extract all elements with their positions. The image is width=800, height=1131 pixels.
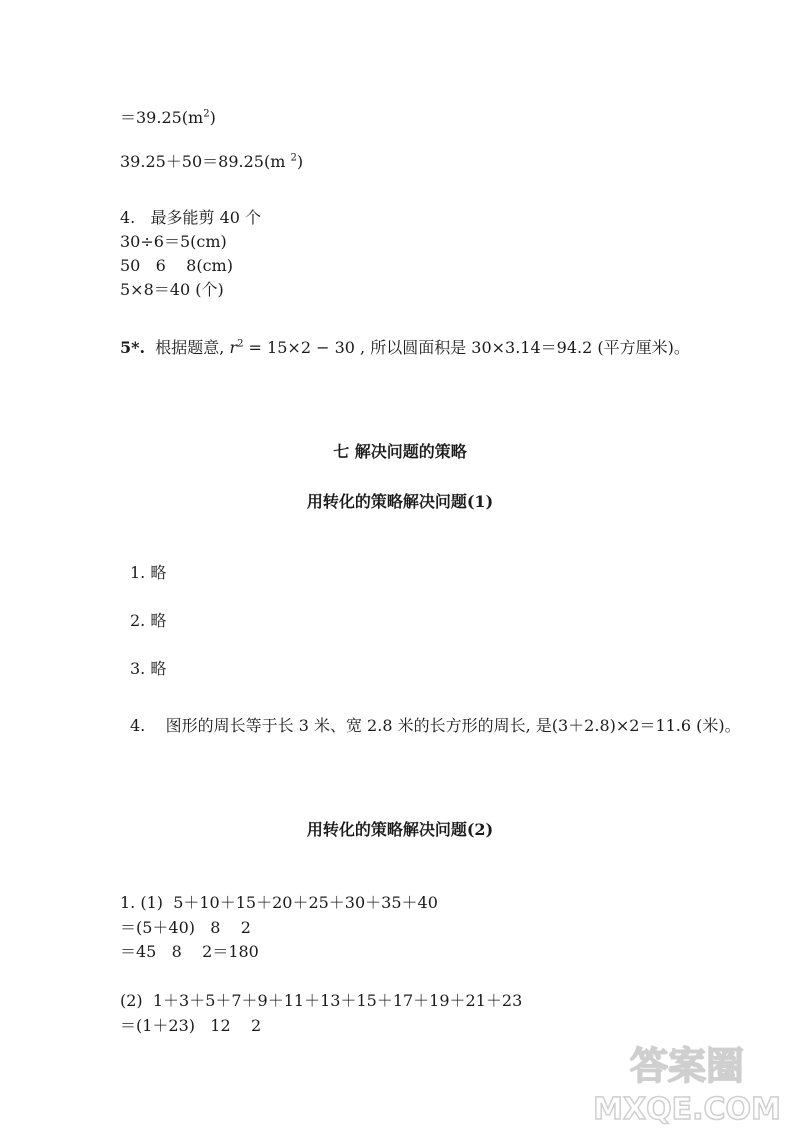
- q5-number: 5*.: [120, 338, 146, 357]
- q5-r: r: [229, 338, 238, 357]
- s2-q2-line-2: ＝(1＋23) 12 2: [120, 1016, 262, 1035]
- section-2-title: 用转化的策略解决问题(2): [306, 820, 494, 839]
- watermark-logo: [592, 1037, 782, 1127]
- q5-line: [120, 338, 690, 358]
- area-line-1-sup: 2: [203, 108, 210, 120]
- s2-q1-line-1: 1. (1) 5＋10＋15＋20＋25＋30＋35＋40: [120, 893, 438, 912]
- s2-q1-line-3: ＝45 8 2＝180: [120, 942, 259, 961]
- q4-line-3: 5×8＝40 (个): [120, 280, 224, 299]
- area-line-2-sup: 2: [290, 152, 297, 164]
- chapter-title: 七 解决问题的策略: [333, 442, 467, 461]
- area-line-2-pre: 39.25＋50＝89.25(m: [120, 152, 291, 171]
- s1-answer-1: 1. 略: [130, 563, 167, 582]
- s2-q1-line-2: ＝(5＋40) 8 2: [120, 918, 251, 937]
- s1-answer-3: 3. 略: [130, 659, 167, 678]
- s1-answer-4: 4. 图形的周长等于长 3 米、宽 2.8 米的长方形的周长, 是(3＋2.8)×2＝11.6 (米)。: [130, 716, 741, 735]
- area-line-1-post: ): [209, 108, 216, 127]
- s2-q2-line-1: (2) 1＋3＋5＋7＋9＋11＋13＋15＋17＋19＋21＋23: [120, 991, 523, 1010]
- section-1-title: 用转化的策略解决问题(1): [306, 492, 494, 511]
- watermark-text-bottom: MXQE.COM: [593, 1092, 781, 1127]
- area-line-1: [120, 108, 216, 128]
- area-line-2-post: ): [296, 152, 304, 171]
- s1-answer-2: 2. 略: [130, 611, 167, 630]
- q5-sup: 2: [237, 338, 244, 350]
- q5-pre: 根据题意,: [145, 338, 230, 357]
- q4-line-2: 50 6 8(cm): [120, 256, 233, 275]
- q4-title: 4. 最多能剪 40 个: [120, 208, 262, 227]
- q4-line-1: 30÷6＝5(cm): [120, 232, 227, 251]
- q5-post: = 15×2 − 30 , 所以圆面积是 30×3.14＝94.2 (平方厘米)。: [243, 338, 690, 357]
- area-line-2: [120, 152, 303, 172]
- area-line-1-pre: ＝39.25(m: [120, 108, 204, 127]
- watermark-text-top: 答案圈: [629, 1044, 745, 1088]
